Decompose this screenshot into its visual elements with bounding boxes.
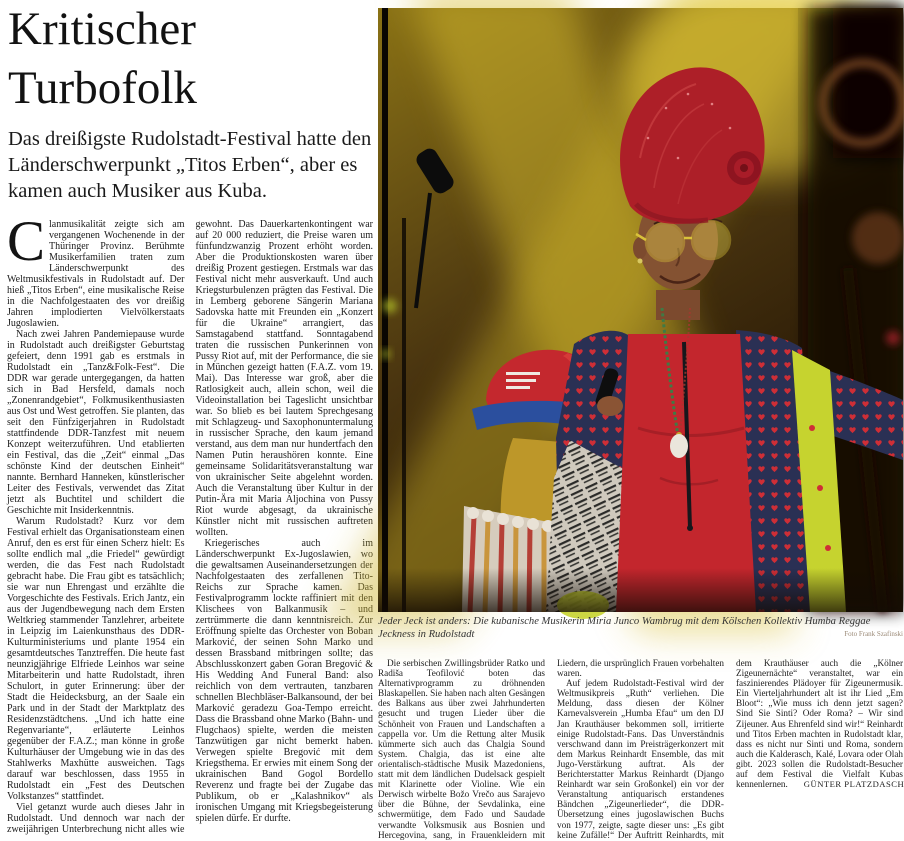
- author-byline: GÜNTER PLATZDASCH: [803, 779, 904, 790]
- stage-floor-shadow: [378, 568, 903, 612]
- photo-caption: [378, 616, 903, 642]
- paragraph-text: Auf jedem Rudolstadt-Festival wird der Weltmusikpreis „Ruth“ verliehen. Die Meldung, dass diesen der Kölner Karnevalsverein „Humba Efau“ um den DJ Jan Krauthäuser bekommen soll, irritierte einige Rudolstadt-Fans. Das Unverständnis verschwand dann im Preisträgerkonzert mit dem Markus Reinhardt Ensemble, das mit Jugo-Verstärkung auftrat. Als der Berichterstatter Markus Reinhardt (Django Reinhardt war sein Großonkel) ein vor der Veranstaltung antiquarisch erstandenes Bändchen „Zigeunerlieder“, die DDR-Übersetzung eines jugoslawischen Buchs von 1977, zeigte, sagte dieser uns: „Es gibt keine Zufälle!“ Der Auftritt Reinhardts, mit dem Krauthäuser auch die „Kölner Zigeunernächte“ veranstaltet, war ein faszinierendes Plädoyer für Zigeunermusik. Ein Vierteljahrhundert alt ist ihr Lied „Em Bloot“: „Wie muss ich denn jetzt sagen? Sind Sie Sinti? Oder Roma? – Wir sind Zijeuner. Aus Ehrenfeld sind wir!“ Reinhardt und Titos Erben machten in Rudolstadt klar, dass es nicht nur Sinti und Roma, sondern auch die Kalderasch, Kalé, Lovara oder Olah gibt. 2023 sollen die Rudolstadt-Besucher auf dem Festival die Vielfalt Kubas kennenlernen.: [557, 658, 903, 840]
- article-body-bottom: [378, 658, 903, 840]
- caption-text: Jeder Jeck ist anders: Die kubanische Musikerin Miria Junco Wambrug mit dem Kölschen Kollektiv Humba Reggae Jeckness in Rudolstadt: [378, 616, 871, 640]
- headline: [8, 0, 197, 118]
- article-body-left: [7, 210, 373, 840]
- paragraph: Nach zwei Jahren Pandemiepause wurde in Rudolstadt auch dreißigster Geburtstag gefeiert, denn 1991 gab es erstmals in Rudolstadt ein „Tanz&Folk-Fest“. Die DDR war gerade untergegangen, da hatten sich in Bad Hersfeld, damals noch „Zonenrandgebiet“, Folkmusikenthusiasten aus Ost und West getroffen. Sie planten, das seit den Fünfzigerjahren in Rudolstadt stattfindende DDR-Tanzfest mit neuem Konzept weiterzuführen. Und etablierten ein Festival, das die „Zeit“ einmal „Das schönste Kind der deutschen Einheit“ nannte. Bernhard Hanneken, künstlerischer Leiter des Festivals, verwendet das Zitat jetzt als Buchtitel und schildert die Geschichte mit Insiderkenntnis.: [7, 329, 185, 516]
- paragraph: Die serbischen Zwillingsbrüder Ratko und Radiša Teofilović boten das Alternativprogramm zu dröhnenden Blaskapellen. Sie haben nach alten Gesängen des Balkans aus über zwei Jahrhunderten gesucht und trugen Lieder über die Schönheit von Frauen und Landschaften a cappella vor. Um die Rettung alter Musik kümmerte sich auch das Chalgia Sound System. Chalgia, das ist eine alte orientalisch-städtische Musik Mazedoniens, statt mit dem ländlichen Dudelsack gespielt mit Klarinette oder Violine. Wie ein Derwisch wirbelte Božo Vrečo aus Sarajevo über die Bühne, der Sevdalinka, eine schwermütige, dem Fado und Saudade verwandte Volksmusik aus Bosnien und Hercegovina, sang, in Frauenkleidern mit Liedern, die ursprünglich Frauen vorbehalten waren.: [378, 658, 724, 840]
- paragraph: Kriegerisches auch im Länderschwerpunkt Ex-Jugoslawien, wo die gewaltsamen Auseinandersetzungen der Nachfolgestaaten des zerfallenen Tito-Reichs zur Sprache kamen. Das Festivalprogramm lockte raffiniert mit den Klischees von Balkanmusik – und zertrümmerte die dann kenntnisreich. Zur Eröffnung spielte das Orchester von Boban Marković, der seinen Sohn Marko und dessen Brassband mitbringen sollte; das Abschlusskonzert gaben Goran Bregović & His Wedding And Funeral Band: also reichlich von dem vertrauten, tanzbaren schnellen Blechbläser-Balkansound, der bei Marković geradezu Goa-Tempo erreicht. Dass die Brassband ohne Marko (Bahn- und Flugchaos) spielte, werden die meisten Tanzwütigen gar nicht bemerkt haben. Verwegen spielte Bregović mit dem Kriegsthema. Er erwies mit einem Song der ukrainischen Band Gogol Bordello Reverenz und fragte bei der Zugabe das Publikum, ob er „Kalashnikov“ als ironischen Umgang mit Kriegsbegeisterung spielen dürfe. Er durfte.: [195, 538, 373, 824]
- paragraph-lead: [7, 210, 185, 329]
- headline-line1: Kritischer: [8, 3, 196, 55]
- subtitle: Das dreißigste Rudolstadt-Festival hatte den Länderschwerpunkt „Titos Erben“, aber es kamen auch Musiker aus Kuba.: [8, 128, 372, 202]
- paragraph-last: [557, 658, 903, 840]
- headline-line2: Turbofolk: [8, 62, 197, 114]
- drop-cap: C: [7, 210, 46, 273]
- paragraph-text: lanmusikalität zeigte sich am vergangenen Wochenende in der Thüringer Provinz. Berühmte Musikerfamilien traten zum Länderschwerpunkt des Weltmusikfestivals in Rudolstadt auf. Der hieß „Titos Erben“, eine musikalische Reise in die Nachfolgestaaten des vor dreißig Jahren implodierten Vielvölkerstaats Jugoslawien.: [7, 219, 185, 329]
- stage-photo: [378, 8, 903, 612]
- photo-credit: Foto Frank Szafinski: [844, 629, 903, 638]
- paragraph: Warum Rudolstadt? Kurz vor dem Festival erhielt das Organisationsteam einen Anruf, den es erst für einen Scherz hielt: Es sollte endlich mal „die Friedel“ gewürdigt werden, die das Fest nach Rudolstadt gebracht habe. Die Frau gibt es tatsächlich; sie war nun Ehrengast und erzählte die Vorgeschichte des Festivals. Erich Jantz, ein aus der Jugendbewegung nach dem Ersten Weltkrieg stammender Tanzlehrer, arbeitete in Leipzig im Laienkunsthaus des DDR-Kulturministeriums und plante 1954 ein gesamtdeutsches Tanztreffen. Die heute fast neunzigjährige Elfriede Leinhos war seine Mitarbeiterin und hatte Rudolstadt, ihren Schulort, in guter Erinnerung: über der Stadt die Heidecksburg, an der Saale ein Park und in der Stadt der Marktplatz des Residenzstädtchens. „Und ich hatte eine Regenvariante“, erläuterte Leinhos gegenüber der F.A.Z.; man könne in große Kulturhäuser der Umgebung wie in das des Stahlwerks Maxhütte ausweichen. Tags darauf war beschlossen, dass 1955 in Rudolstadt ein „Fest des Deutschen Volkstanzes“ stattfindet.: [7, 516, 185, 802]
- paragraph: Viel getanzt wurde auch dieses Jahr in Rudolstadt. Und dennoch war nach der zweijährigen Unterbrechung nicht alles wie gewohnt. Das Dauerkartenkontingent war auf 20 000 reduziert, die Preise waren um fünfundzwanzig Prozent erhöht worden. Aber die Produktionskosten waren über dreißig Prozent gestiegen. Erstmals war das Festival nicht mehr ausverkauft. Und auch Kriegsturbulenzen prägten das Festival. Die in Lemberg geborene Sängerin Mariana Sadovska hatte mit Freunden ein „Konzert für die Ukraine“ arrangiert, das Samstagabend stattfand. Sonntagabend traten die russischen Punkerinnen von Pussy Riot auf, mit der Performance, die sie in München gezeigt hatten (F.A.Z. vom 19. Mai). Das Interesse war groß, aber die Ratlosigkeit auch, allein schon, weil die Videoinstallation bei Tageslicht unsichtbar war. So blieb es bei lautem Sprechgesang mit Schlagzeug- und Saxophonuntermalung in russischer Sprache, den kaum jemand verstand, aus dem man nur hundertfach den Namen Putin heraushören konnte. Eine gemeinsame Solidaritätsveranstaltung war von ukrainischer Seite abgelehnt worden. Auch die Veranstaltung über Kultur in der Putin-Ära mit Maria Aljochina von Pussy Riot wurde abgesagt, da ukrainische Künstler nicht mit russischen auftreten wollten.: [7, 219, 373, 835]
